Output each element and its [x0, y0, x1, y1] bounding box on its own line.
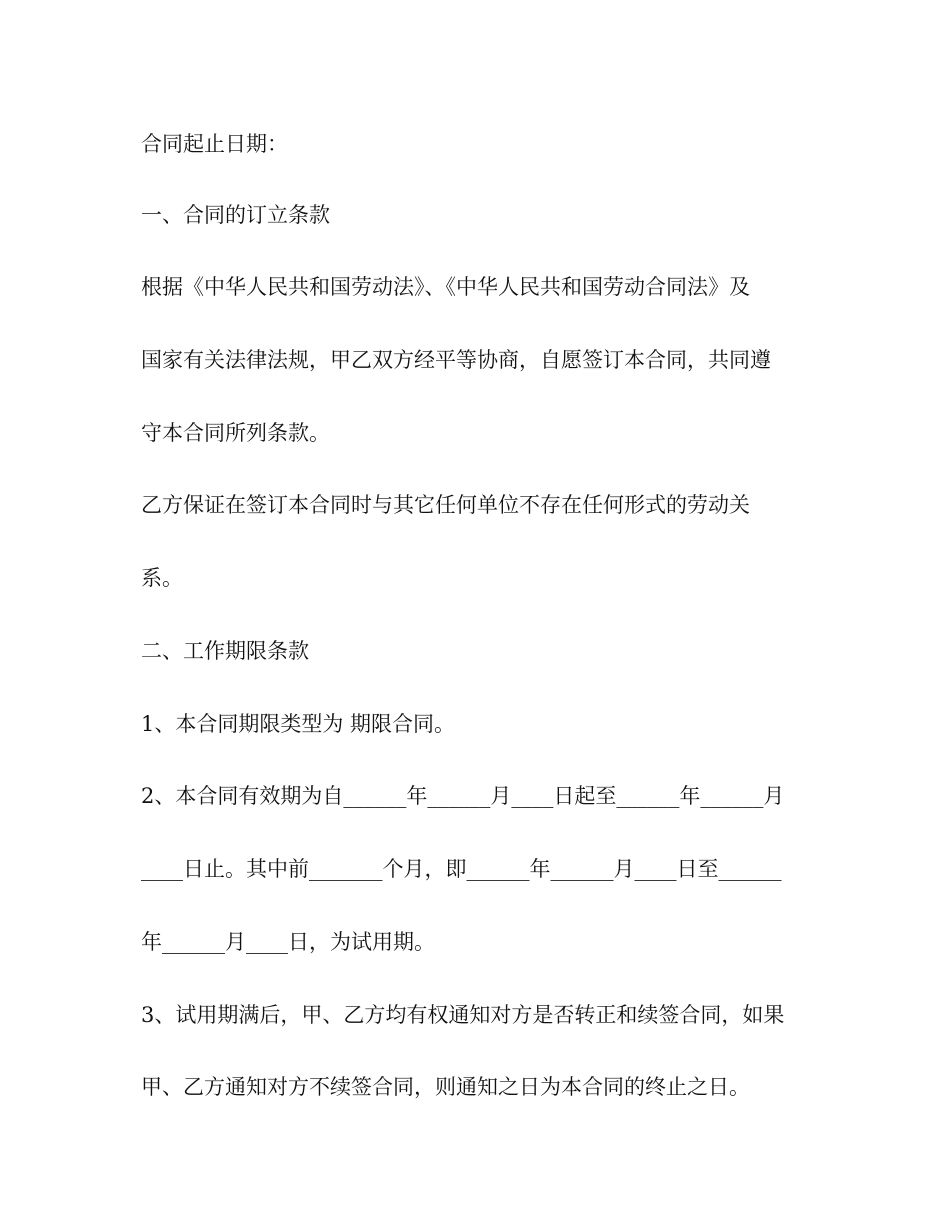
paragraph-line: 根据《中华人民共和国劳动法》、《中华人民共和国劳动合同法》及	[141, 275, 750, 299]
paragraph-line: 系。	[141, 566, 183, 590]
clause-3-line: 3、试用期满后，甲、乙方均有权通知对方是否转正和续签合同，如果	[141, 1003, 785, 1027]
paragraph-line: 国家有关法律法规，甲乙双方经平等协商，自愿签订本合同，共同遵	[141, 348, 771, 372]
paragraph-line: 乙方保证在签订本合同时与其它任何单位不存在任何形式的劳动关	[141, 493, 750, 517]
clause-3-line: 甲、乙方通知对方不续签合同，则通知之日为本合同的终止之日。	[141, 1075, 750, 1099]
section-heading-2: 二、工作期限条款	[141, 639, 309, 663]
section-heading-1: 一、合同的订立条款	[141, 203, 330, 227]
contract-period-label: 合同起止日期：	[141, 132, 288, 156]
clause-2-line: 2、本合同有效期为自______年______月____日起至______年______月	[141, 784, 785, 808]
clause-2-line: ____日止。其中前_______个月，即______年______月____日至______	[141, 857, 782, 881]
paragraph-line: 守本合同所列条款。	[141, 421, 330, 445]
clause-1: 1、本合同期限类型为 期限合同。	[141, 712, 456, 736]
clause-2-line: 年______月____日，为试用期。	[141, 930, 435, 954]
